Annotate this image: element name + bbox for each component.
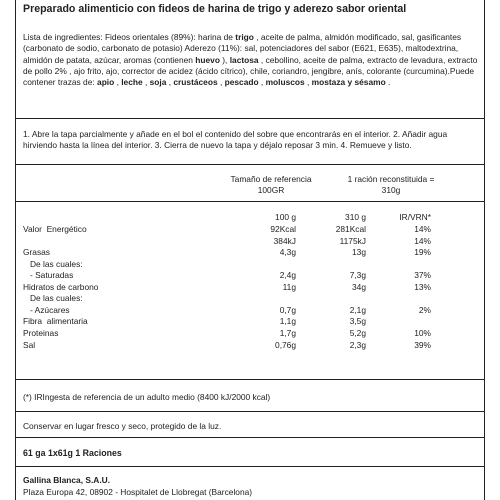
ingredients-text: , aceite de palma, almidón modificado, sal, gasificantes (carbonato de sodio, carbonato de potasio) Aderezo (11%): sal, potenciadores del sabor (E621, E635), maltodextrina, almidón de patata, azúcar, aromas (contienen xyxy=(23,32,462,65)
allergen-term: pescado xyxy=(224,77,259,88)
nutrient-label: - Azúcares xyxy=(23,304,70,315)
nutrient-label: Grasas xyxy=(23,247,50,258)
divider xyxy=(16,164,484,165)
value-per-100g: 92Kcal xyxy=(270,224,296,234)
nutrient-label: De las cuales: xyxy=(23,258,83,269)
column-header-310g: 310 g xyxy=(345,212,366,222)
ingredients-text: Lista de ingredientes: Fideos orientales (89%): harina de xyxy=(23,32,236,42)
value-per-100g: 0,76g xyxy=(275,339,296,350)
preparation-instructions: 1. Abre la tapa parcialmente y añade en el bol el contenido del sobre que encontrarás en el interior. 2. Añadir agua hirviendo hasta la línea del interior. 3. Cierra de nuevo la tapa y déjalo reposar 3 min. 4. Remueve y listo. xyxy=(23,129,448,151)
value-per-portion: 3,5g xyxy=(349,316,366,327)
company-name: Gallina Blanca, S.A.U. xyxy=(23,475,111,485)
value-per-100g: 384kJ xyxy=(273,235,296,246)
product-title: Preparado alimenticio con fideos de harina de trigo y aderezo sabor oriental xyxy=(23,3,407,15)
ingredients-text: ), xyxy=(219,54,230,65)
reference-intake-percent: 39% xyxy=(414,339,431,350)
allergen-term: huevo xyxy=(195,54,220,65)
reference-intake-percent: 10% xyxy=(414,327,431,338)
ingredients-list xyxy=(23,32,478,88)
column-header-ir: IR/VRN* xyxy=(399,212,431,222)
value-per-100g: 1,7g xyxy=(279,327,296,338)
ingredients-text: , xyxy=(166,77,174,88)
divider xyxy=(16,411,484,412)
value-per-portion: 2,1g xyxy=(349,304,366,315)
net-quantity: 61 gа 1x61g 1 Raciones xyxy=(23,448,122,458)
reference-intake-percent: 37% xyxy=(414,270,431,281)
nutrient-label: Fibra alimentaria xyxy=(23,316,88,327)
ingredients-text: , xyxy=(114,77,122,88)
reference-intake-percent: 14% xyxy=(414,235,431,246)
ingredients-text: , xyxy=(142,77,150,88)
reference-intake-note: (*) IRIngesta de referencia de un adulto medio (8400 kJ/2000 kcal) xyxy=(23,392,271,402)
value-per-100g: 2,4g xyxy=(279,270,296,281)
column-header-100g: 100 g xyxy=(275,212,296,222)
nutrient-label: Sal xyxy=(23,339,36,350)
divider xyxy=(16,118,484,119)
value-per-portion: 7,3g xyxy=(349,270,366,281)
allergen-term: lactosa xyxy=(229,54,259,65)
value-per-portion: 13g xyxy=(352,247,366,258)
portion-label: 1 ración reconstituida = xyxy=(347,174,435,184)
value-per-portion: 1175kJ xyxy=(339,235,366,246)
value-per-100g: 4,3g xyxy=(279,247,296,258)
allergen-term: mostaza y sésamo xyxy=(311,77,386,88)
company-address: Plaza Europa 42, 08902 - Hospitalet de Llobregat (Barcelona) xyxy=(23,487,253,497)
portion-value: 310g xyxy=(381,185,401,195)
divider xyxy=(16,466,484,467)
nutrient-label: De las cuales: xyxy=(23,293,83,304)
divider xyxy=(16,379,484,380)
allergen-term: soja xyxy=(149,77,167,88)
ingredients-text: , cebollino, aceite de palma, extracto de levadura, extracto de pollo 2% , ajo frito, ajo, corrector de acidez (ácido cítrico), chile, coriandro, jengibre, anís, colorante (curcumina).Puede contener trazas de: xyxy=(23,54,478,88)
value-per-portion: 5,2g xyxy=(349,327,366,338)
value-per-100g: 11g xyxy=(282,281,296,292)
allergen-term: leche xyxy=(121,77,143,88)
value-per-portion: 34g xyxy=(352,281,366,292)
value-per-portion: 2,3g xyxy=(349,339,366,350)
value-per-portion: 281Kcal xyxy=(335,224,366,234)
allergen-term: crustáceos xyxy=(173,77,218,88)
nutrient-label: Hidratos de carbono xyxy=(23,281,99,292)
reference-intake-percent: 14% xyxy=(414,224,431,234)
nutrient-label: - Saturadas xyxy=(23,270,74,281)
allergen-term: trigo xyxy=(235,32,254,42)
allergen-term: moluscos xyxy=(265,77,305,88)
ingredients-text: . xyxy=(385,77,391,88)
ingredients-text: , xyxy=(217,77,225,88)
reference-intake-percent: 2% xyxy=(418,304,431,315)
allergen-term: apio xyxy=(97,77,115,88)
product-label-document xyxy=(15,0,485,500)
value-per-100g: 0,7g xyxy=(279,304,296,315)
reference-size-value: 100GR xyxy=(257,185,285,195)
nutrient-label: Proteinas xyxy=(23,327,59,338)
reference-intake-percent: 13% xyxy=(414,281,431,292)
reference-intake-percent: 19% xyxy=(414,247,431,258)
reference-size-label: Tamaño de referencia xyxy=(230,174,312,184)
ingredients-text: , xyxy=(304,77,312,88)
value-per-100g: 1,1g xyxy=(279,316,296,327)
ingredients-text: , xyxy=(258,77,266,88)
nutrient-label: Valor Energético xyxy=(23,224,87,234)
divider xyxy=(16,201,484,202)
storage-instructions: Conservar en lugar fresco y seco, protegido de la luz. xyxy=(23,421,222,431)
divider xyxy=(16,437,484,438)
